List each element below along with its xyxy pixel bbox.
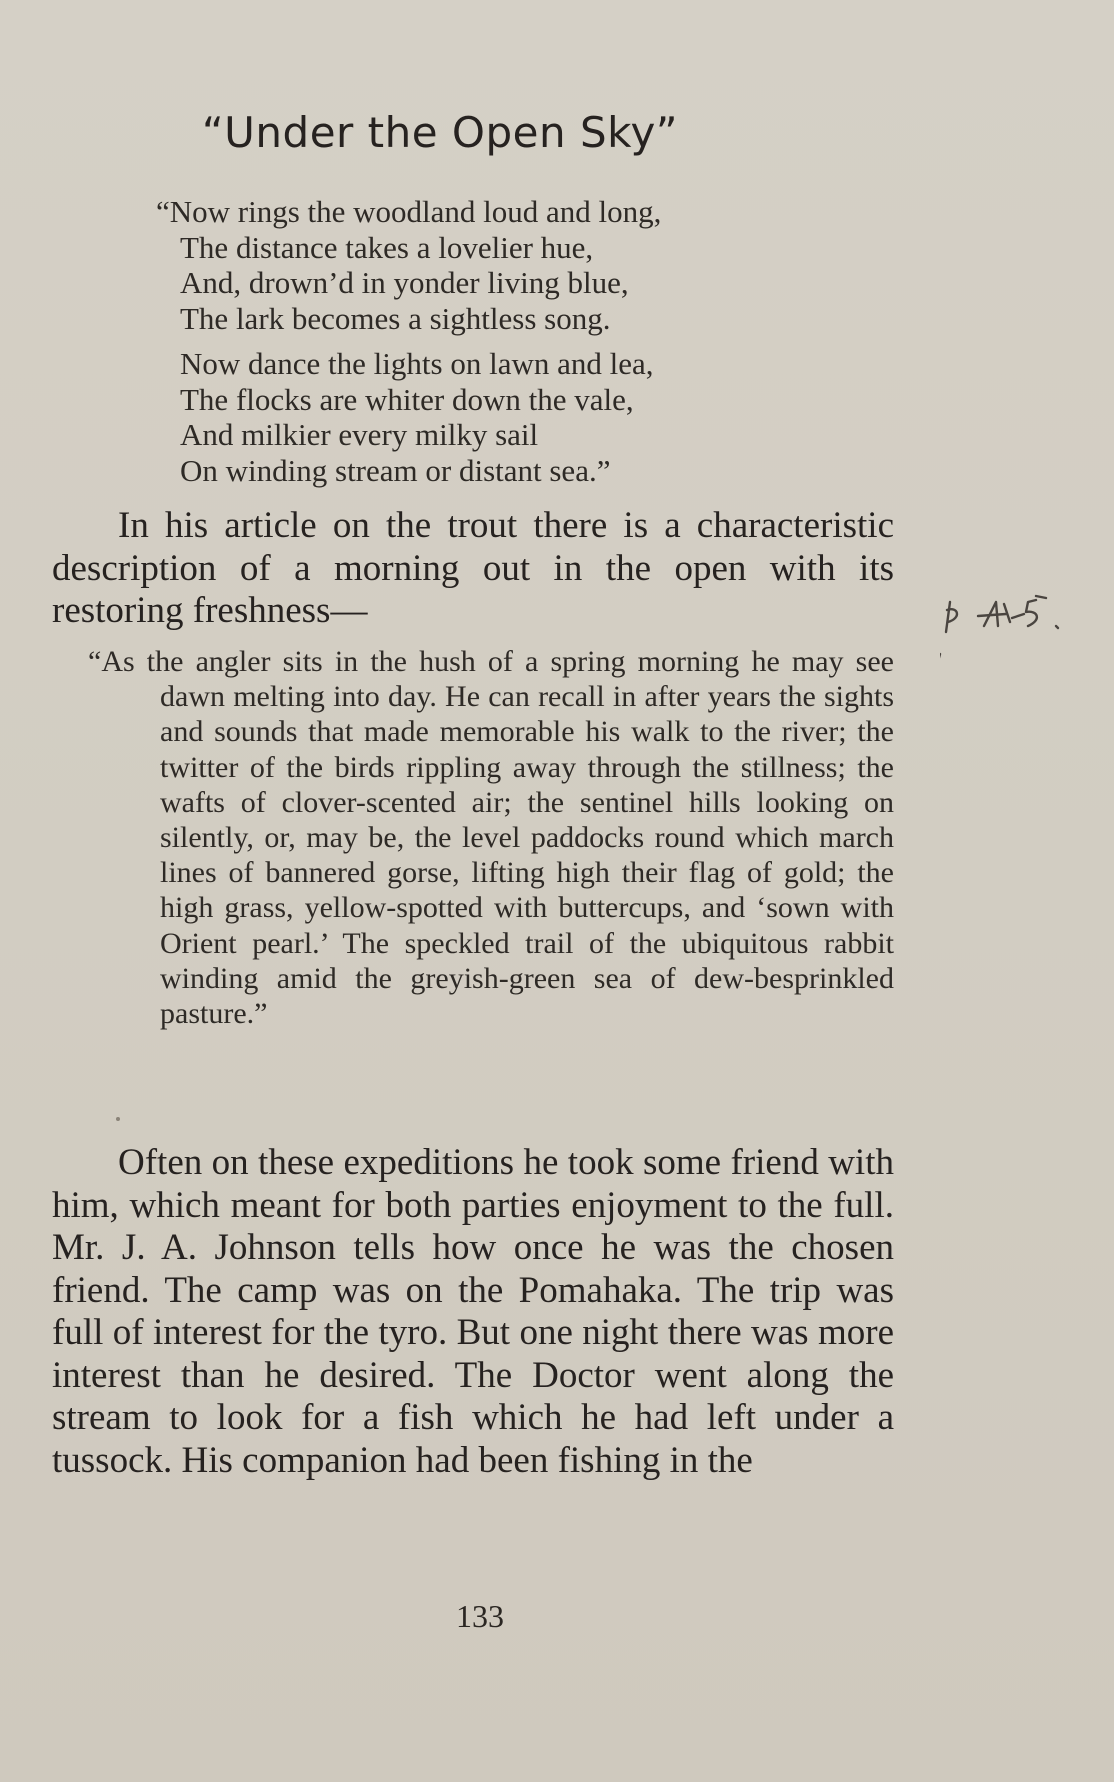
poem-epigraph [156, 194, 661, 498]
page-number: 133 [456, 1598, 504, 1634]
poem-line: Now dance the lights on lawn and lea, [180, 346, 654, 381]
paragraph-trout-article [52, 505, 894, 633]
poem-line: And, drown’d in yonder living blue, [180, 265, 629, 300]
ink-speck [116, 1117, 120, 1121]
handwritten-margin-note [940, 592, 1090, 682]
poem-line: “Now rings the woodland loud and long, [156, 194, 662, 229]
poem-line: And milkier every milky sail [180, 417, 539, 452]
poem-line: The distance takes a lovelier hue, [180, 229, 594, 265]
paragraph-expeditions [52, 1142, 894, 1482]
paragraph-text: Often on these expeditions he took some friend with him, which meant for both parties enjoyment to the full. Mr. J. A. Johnson tells how once he was the chosen friend. The camp was on the Pomahaka. The trip was full of interest for the tyro. But one night there was more interest than he desired. The Doctor went along the stream to look for a fish which he had left under a tussock. His companion had been fishing in the [52, 1142, 894, 1481]
running-head: “Under the Open Sky” [201, 108, 679, 157]
poem-line: On winding stream or distant sea.” [180, 452, 611, 488]
quote-text: “As the angler sits in the hush of a spring morning he may see dawn melting into day. He can recall in after years the sights and sounds that made memorable his walk to the river; the twitter of the birds rippling away through the stillness; the wafts of clover-scented air; the sentinel hills looking on silently, or, may be, the level paddocks round which march lines of bannered gorse, lifting high their flag of gold; the high grass, yellow-spotted with buttercups, and ‘sown with Orient pearl.’ The speckled trail of the ubiquitous rabbit winding amid the greyish-green sea of dew-besprinkled pasture.” [88, 645, 894, 1031]
poem-line: The flocks are whiter down the vale, [180, 381, 634, 417]
poem-stanza [156, 194, 661, 336]
block-quote-angler [88, 644, 894, 1031]
paragraph-text: In his article on the trout there is a characteristic description of a morning out in the open with its restoring freshness— [52, 505, 894, 631]
poem-line: The lark becomes a sightless song. [180, 300, 611, 336]
poem-stanza [156, 346, 661, 488]
